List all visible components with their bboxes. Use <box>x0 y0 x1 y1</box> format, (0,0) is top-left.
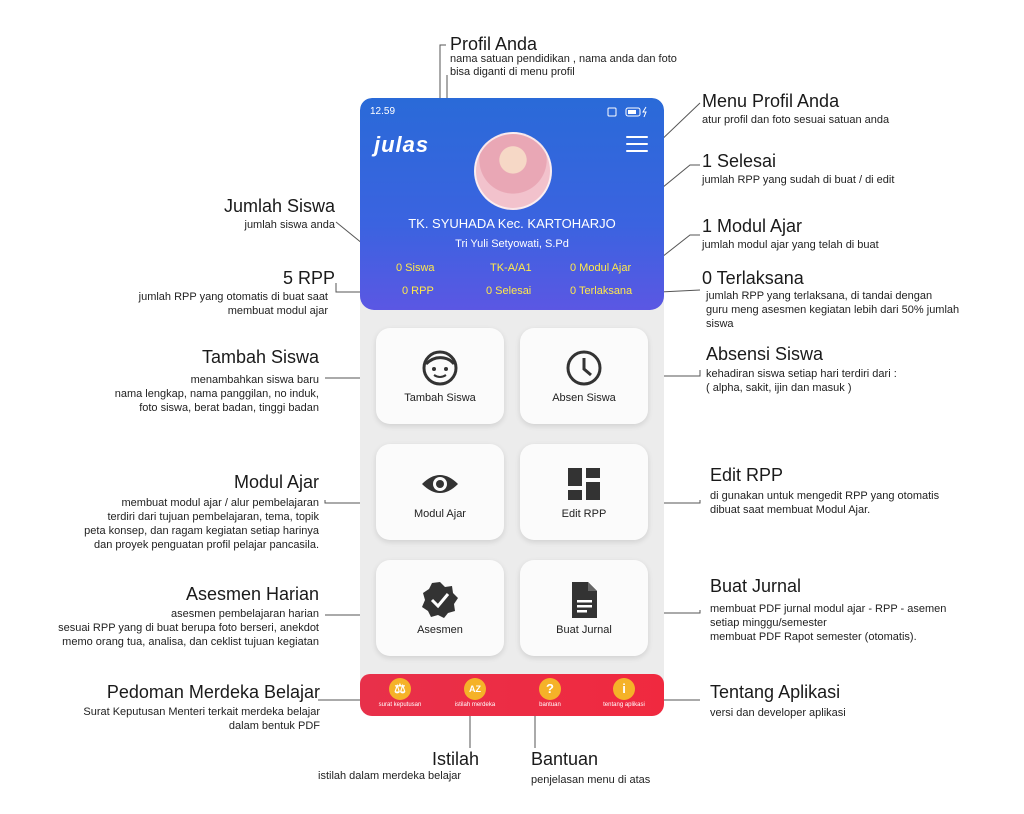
annotation-edit-rpp-title: Edit RPP <box>710 465 784 485</box>
status-icons <box>604 106 654 121</box>
annotation-modul-count-title: 1 Modul Ajar <box>702 216 803 236</box>
surat-keputusan-button[interactable] <box>362 678 438 708</box>
annotation-jumlah-siswa-title: Jumlah Siswa <box>223 196 335 216</box>
tile-label: Absen Siswa <box>552 392 616 404</box>
annotation-modul-count-desc: jumlah modul ajar yang telah di buat <box>702 239 879 251</box>
annotation-jurnal-desc-1: membuat PDF jurnal modul ajar - RPP - asemen <box>710 603 947 615</box>
annotation-jurnal-title: Buat Jurnal <box>710 576 802 596</box>
annotation-rpp-desc-1: jumlah RPP yang otomatis di buat saat <box>138 291 328 303</box>
annotation-jurnal-desc-3: membuat PDF Rapot semester (otomatis). <box>710 631 917 643</box>
asesmen-button[interactable] <box>376 560 504 656</box>
clock-icon <box>564 348 604 388</box>
az-icon: AZ <box>464 678 486 700</box>
annotation-tambah-siswa-desc-3: foto siswa, berat badan, tinggi badan <box>139 402 319 414</box>
verified-badge-icon <box>420 580 460 620</box>
annotation-profil-anda-desc-1: nama satuan pendidikan , nama anda dan foto <box>450 53 677 65</box>
document-icon <box>564 580 604 620</box>
hamburger-menu-icon[interactable] <box>626 136 648 154</box>
app-logo: julas <box>374 132 430 157</box>
teacher-name: Tri Yuli Setyowati, S.Pd <box>455 238 569 250</box>
phone-screen <box>360 98 664 716</box>
annotation-tambah-siswa-desc-2: nama lengkap, nama panggilan, no induk, <box>114 388 319 400</box>
annotation-menu-profil-title: Menu Profil Anda <box>702 91 840 111</box>
eye-icon <box>420 464 460 504</box>
school-name: TK. SYUHADA Kec. KARTOHARJO <box>408 216 616 231</box>
absen-siswa-button[interactable] <box>520 328 648 424</box>
annotation-tambah-siswa-desc-1: menambahkan siswa baru <box>190 374 319 386</box>
info-icon: i <box>613 678 635 700</box>
stat-kelas: TK-A/A1 <box>490 262 532 274</box>
annotation-tentang-desc: versi dan developer aplikasi <box>710 707 846 719</box>
status-bar <box>370 106 654 120</box>
avatar[interactable] <box>474 132 552 210</box>
stat-rpp: 0 RPP <box>402 285 434 297</box>
annotation-rpp-desc-2: membuat modul ajar <box>227 305 328 317</box>
annotation-pedoman-desc-1: Surat Keputusan Menteri terkait merdeka belajar <box>83 706 320 718</box>
istilah-merdeka-button[interactable] <box>437 678 513 708</box>
dashboard-icon <box>564 464 604 504</box>
annotation-terlaksana-desc-2: guru meng asesmen kegiatan lebih dari 50% jumlah <box>706 304 960 316</box>
bottom-label: istilah merdeka <box>454 702 496 708</box>
stat-modul-ajar: 0 Modul Ajar <box>570 262 632 274</box>
stat-siswa: 0 Siswa <box>396 262 435 274</box>
tambah-siswa-button[interactable] <box>376 328 504 424</box>
annotation-modul-ajar-desc-3: peta konsep, dan ragam kegiatan setiap harinya <box>84 525 319 537</box>
annotation-modul-ajar-title: Modul Ajar <box>233 472 319 492</box>
annotation-jurnal-desc-2: setiap minggu/semester <box>710 617 827 629</box>
annotation-profil-anda-title: Profil Anda <box>450 34 538 54</box>
annotation-pedoman-desc-2: dalam bentuk PDF <box>228 720 320 732</box>
annotation-selesai-desc: jumlah RPP yang sudah di buat / di edit <box>702 174 895 186</box>
annotation-istilah-title: Istilah <box>432 749 480 769</box>
annotation-terlaksana-desc-1: jumlah RPP yang terlaksana, di tandai dengan <box>706 290 933 302</box>
annotation-edit-rpp-desc-2: dibuat saat membuat Modul Ajar. <box>710 504 871 516</box>
bottom-label: surat keputusan <box>378 702 422 708</box>
tile-label: Asesmen <box>417 624 463 636</box>
status-time: 12.59 <box>370 106 396 117</box>
tile-label: Tambah Siswa <box>404 392 476 404</box>
edit-rpp-button[interactable] <box>520 444 648 540</box>
annotation-absensi-desc-1: kehadiran siswa setiap hari terdiri dari : <box>706 368 897 380</box>
help-icon: ? <box>539 678 561 700</box>
annotation-edit-rpp-desc-1: di gunakan untuk mengedit RPP yang otomatis <box>710 490 940 502</box>
bottom-label: tentang aplikasi <box>603 702 645 708</box>
tile-label: Edit RPP <box>561 508 607 520</box>
buat-jurnal-button[interactable] <box>520 560 648 656</box>
annotation-asesmen-title: Asesmen Harian <box>185 584 319 604</box>
annotation-modul-ajar-desc-2: terdiri dari tujuan pembelajaran, tema, topik <box>107 511 319 523</box>
stat-selesai: 0 Selesai <box>486 285 532 297</box>
modul-ajar-button[interactable] <box>376 444 504 540</box>
stat-terlaksana: 0 Terlaksana <box>570 285 633 297</box>
annotation-terlaksana-desc-3: siswa <box>706 318 734 330</box>
annotation-rpp-title: 5 RPP <box>282 268 335 288</box>
bantuan-button[interactable] <box>512 678 588 708</box>
annotation-asesmen-desc-1: asesmen pembelajaran harian <box>171 608 319 620</box>
annotation-profil-anda-desc-2: bisa diganti di menu profil <box>450 66 575 78</box>
bottom-bar <box>360 674 664 716</box>
annotation-tentang-title: Tentang Aplikasi <box>710 682 841 702</box>
annotation-absensi-desc-2: ( alpha, sakit, ijin dan masuk ) <box>706 382 852 394</box>
annotation-istilah-desc: istilah dalam merdeka belajar <box>318 770 462 782</box>
annotation-bantuan-desc: penjelasan menu di atas <box>531 774 651 786</box>
annotation-asesmen-desc-2: sesuai RPP yang di buat berupa foto berseri, anekdot <box>58 622 319 634</box>
annotation-modul-ajar-desc-4: dan proyek penguatan profil pelajar pancasila. <box>93 539 319 551</box>
face-icon <box>420 348 460 388</box>
gavel-icon: ⚖ <box>389 678 411 700</box>
annotation-modul-ajar-desc-1: membuat modul ajar / alur pembelajaran <box>121 497 319 509</box>
bottom-label: bantuan <box>539 702 561 708</box>
annotation-asesmen-desc-3: memo orang tua, analisa, dan ceklist tujuan kegiatan <box>62 636 319 648</box>
annotation-bantuan-title: Bantuan <box>531 749 599 769</box>
profile-header <box>360 98 664 310</box>
annotation-absensi-title: Absensi Siswa <box>706 344 824 364</box>
annotation-menu-profil-desc: atur profil dan foto sesuai satuan anda <box>702 114 890 126</box>
battery-icon <box>604 106 654 118</box>
tile-label: Modul Ajar <box>414 508 466 520</box>
tentang-aplikasi-button[interactable] <box>586 678 662 708</box>
tile-label: Buat Jurnal <box>556 624 612 636</box>
annotation-tambah-siswa-title: Tambah Siswa <box>201 347 319 367</box>
annotation-pedoman-title: Pedoman Merdeka Belajar <box>106 682 320 702</box>
annotation-selesai-title: 1 Selesai <box>702 151 777 171</box>
annotation-terlaksana-title: 0 Terlaksana <box>702 268 804 288</box>
annotation-jumlah-siswa-desc: jumlah siswa anda <box>244 219 335 231</box>
